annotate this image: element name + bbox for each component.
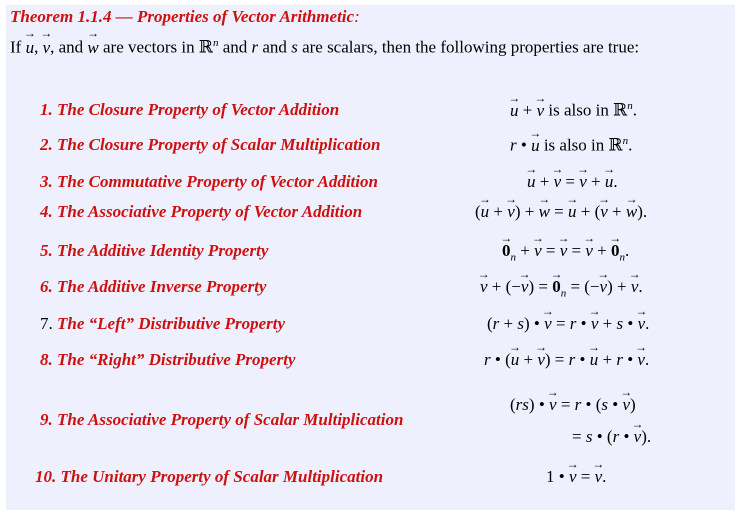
property-4-formula: (→ u + → v) + → w = → u + (→ v + → w). — [475, 202, 647, 222]
property-1-formula: → u + → v is also in ℝ$^n$. — [510, 100, 637, 121]
property-5-label: 5. The Additive Identity Property — [40, 241, 269, 260]
property-7-label: 7. The “Left” Distributive Property — [40, 314, 286, 333]
property-7-formula: (r + s) • → v = r • → v + s • → v. — [487, 314, 649, 334]
property-9-formula-line2: = s • (r • → v). — [572, 427, 651, 447]
property-6-label: 6. The Additive Inverse Property — [40, 277, 267, 296]
property-10-formula: 1 • → v = → v. — [546, 467, 606, 487]
property-5-formula: → $0_n$ + → v = → v = → v + → $0_n$. — [502, 241, 629, 263]
theorem-intro: If → u, → v, and → w are vectors in ℝ$^n$ and r and s are scalars, then the following properties are true: — [10, 31, 725, 60]
property-10-label: 10. The Unitary Property of Scalar Multiplication — [35, 467, 384, 486]
property-1-label: 1. The Closure Property of Vector Addition — [40, 100, 340, 119]
property-3-label: 3. The Commutative Property of Vector Addition — [40, 172, 378, 191]
property-9-formula: (rs) • → v = r • (s • → v) — [510, 395, 636, 415]
property-8-formula: r • (→ u + → v) = r • → u + r • → v. — [484, 350, 649, 370]
property-9-label: 9. The Associative Property of Scalar Multiplication — [40, 410, 404, 429]
property-8-label: 8. The “Right” Distributive Property — [40, 350, 296, 369]
property-2-formula: r • → u is also in ℝ$^n$. — [510, 135, 632, 156]
property-4-label: 4. The Associative Property of Vector Addition — [40, 202, 363, 221]
property-3-formula: → u + → v = → v + → u. — [527, 172, 618, 192]
property-6-formula: → v + (−→ v) = → $0_n$ = (−→ v) + → v. — [480, 277, 643, 299]
property-2-label: 2. The Closure Property of Scalar Multiplication — [40, 135, 381, 154]
theorem-title: Theorem 1.1.4 — Properties of Vector Arithmetic: — [10, 7, 360, 26]
